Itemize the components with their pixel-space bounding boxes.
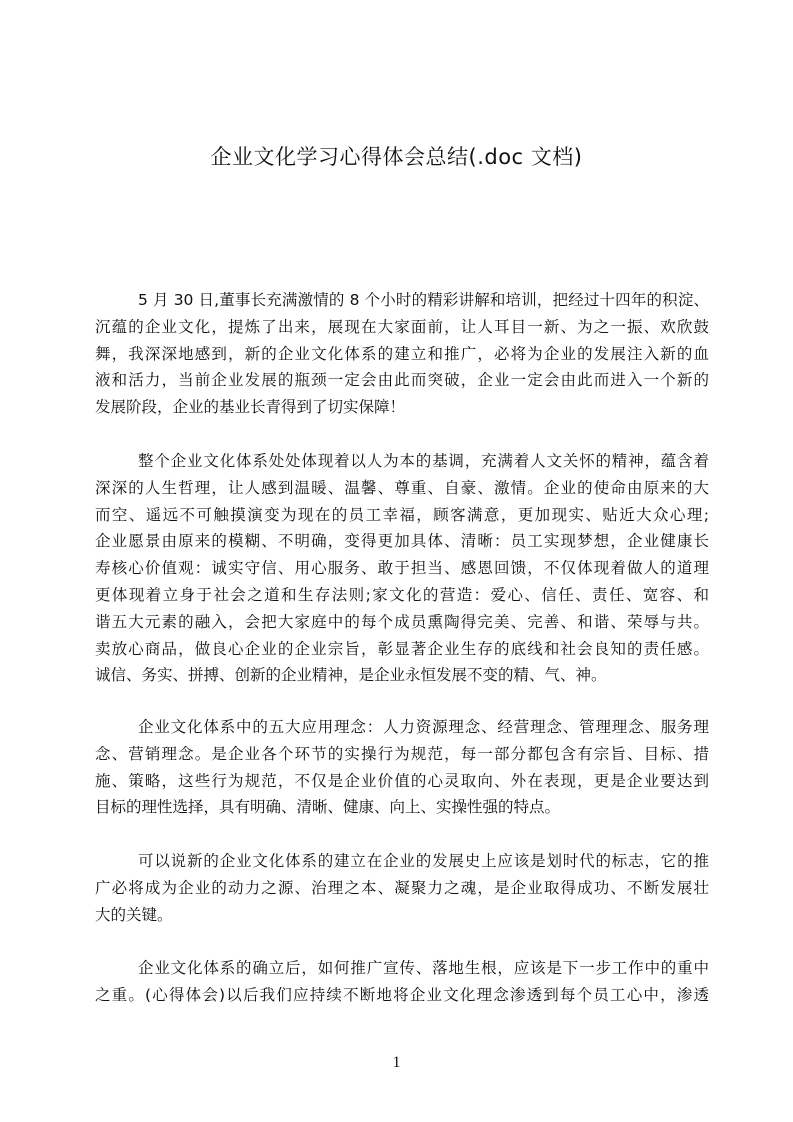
paragraph-3 bbox=[95, 714, 709, 821]
text-line: 企业文化体系中的五大应用理念：人力资源理念、经营理念、管理理念、服务理 bbox=[138, 718, 709, 736]
text-line: 深深的人生哲理，让人感到温暖、温馨、尊重、自豪、激情。企业的使命由原来的大 bbox=[95, 478, 709, 497]
text-line: 念、营销理念。是企业各个环节的实操行为规范，每一部分都包含有宗旨、目标、措 bbox=[95, 744, 709, 763]
text-line: 目标的理性选择，具有明确、清晰、健康、向上、实操性强的特点。 bbox=[95, 798, 561, 817]
text-line: 企业愿景由原来的模糊、不明确，变得更加具体、清晰：员工实现梦想，企业健康长 bbox=[95, 532, 709, 551]
text-line: 可以说新的企业文化体系的建立在企业的发展史上应该是划时代的标志，它的推 bbox=[138, 852, 709, 870]
page-number: 1 bbox=[392, 1054, 401, 1071]
text-line: 施、策略，这些行为规范，不仅是企业价值的心灵取向、外在表现，更是企业要达到 bbox=[95, 771, 709, 790]
text-line: 寿核心价值观：诚实守信、用心服务、敢于担当、感恩回馈，不仅体现着做人的道理 bbox=[95, 559, 709, 578]
paragraph-1 bbox=[95, 287, 709, 421]
text-line: 舞，我深深地感到，新的企业文化体系的建立和推广，必将为企业的发展注入新的血 bbox=[95, 344, 709, 363]
text-line: 之重。(心得体会)以后我们应持续不断地将企业文化理念渗透到每个员工心中，渗透 bbox=[95, 985, 709, 1004]
text-line: 诚信、务实、拼搏、创新的企业精神，是企业永恒发展不变的精、气、神。 bbox=[95, 666, 607, 685]
text-line: 广必将成为企业的动力之源、治理之本、凝聚力之魂，是企业取得成功、不断发展壮 bbox=[95, 878, 709, 897]
document-title: 企业文化学习心得体会总结(.doc 文档) bbox=[210, 145, 583, 169]
text-line: 大的关键。 bbox=[95, 905, 173, 924]
text-line: 液和活力，当前企业发展的瓶颈一定会由此而突破，企业一定会由此而进入一个新的 bbox=[95, 371, 709, 390]
text-line: 谐五大元素的融入，会把大家庭中的每个成员熏陶得完美、完善、和谐、荣辱与共。 bbox=[95, 612, 709, 631]
text-line: 企业文化体系的确立后，如何推广宣传、落地生根，应该是下一步工作中的重中 bbox=[138, 959, 709, 977]
text-line: 整个企业文化体系处处体现着以人为本的基调，充满着人文关怀的精神，蕴含着 bbox=[138, 452, 709, 470]
text-line: 发展阶段，企业的基业长青得到了切实保障！ bbox=[95, 398, 406, 417]
paragraph-2 bbox=[95, 448, 709, 689]
text-line: 5 月 30 日,董事长充满激情的 8 个小时的精彩讲解和培训，把经过十四年的积淀、 bbox=[138, 291, 709, 309]
text-line: 更体现着立身于社会之道和生存法则;家文化的营造：爱心、信任、责任、宽容、和 bbox=[95, 585, 709, 604]
text-line: 卖放心商品，做良心企业的企业宗旨，彰显著企业生存的底线和社会良知的责任感。 bbox=[95, 639, 709, 658]
text-line: 而空、遥远不可触摸演变为现在的员工幸福，顾客满意，更加现实、贴近大众心理; bbox=[95, 505, 709, 524]
paragraph-4 bbox=[95, 848, 709, 928]
text-line: 沉蕴的企业文化，提炼了出来，展现在大家面前，让人耳目一新、为之一振、欢欣鼓 bbox=[95, 317, 709, 336]
paragraph-5 bbox=[95, 955, 709, 1009]
